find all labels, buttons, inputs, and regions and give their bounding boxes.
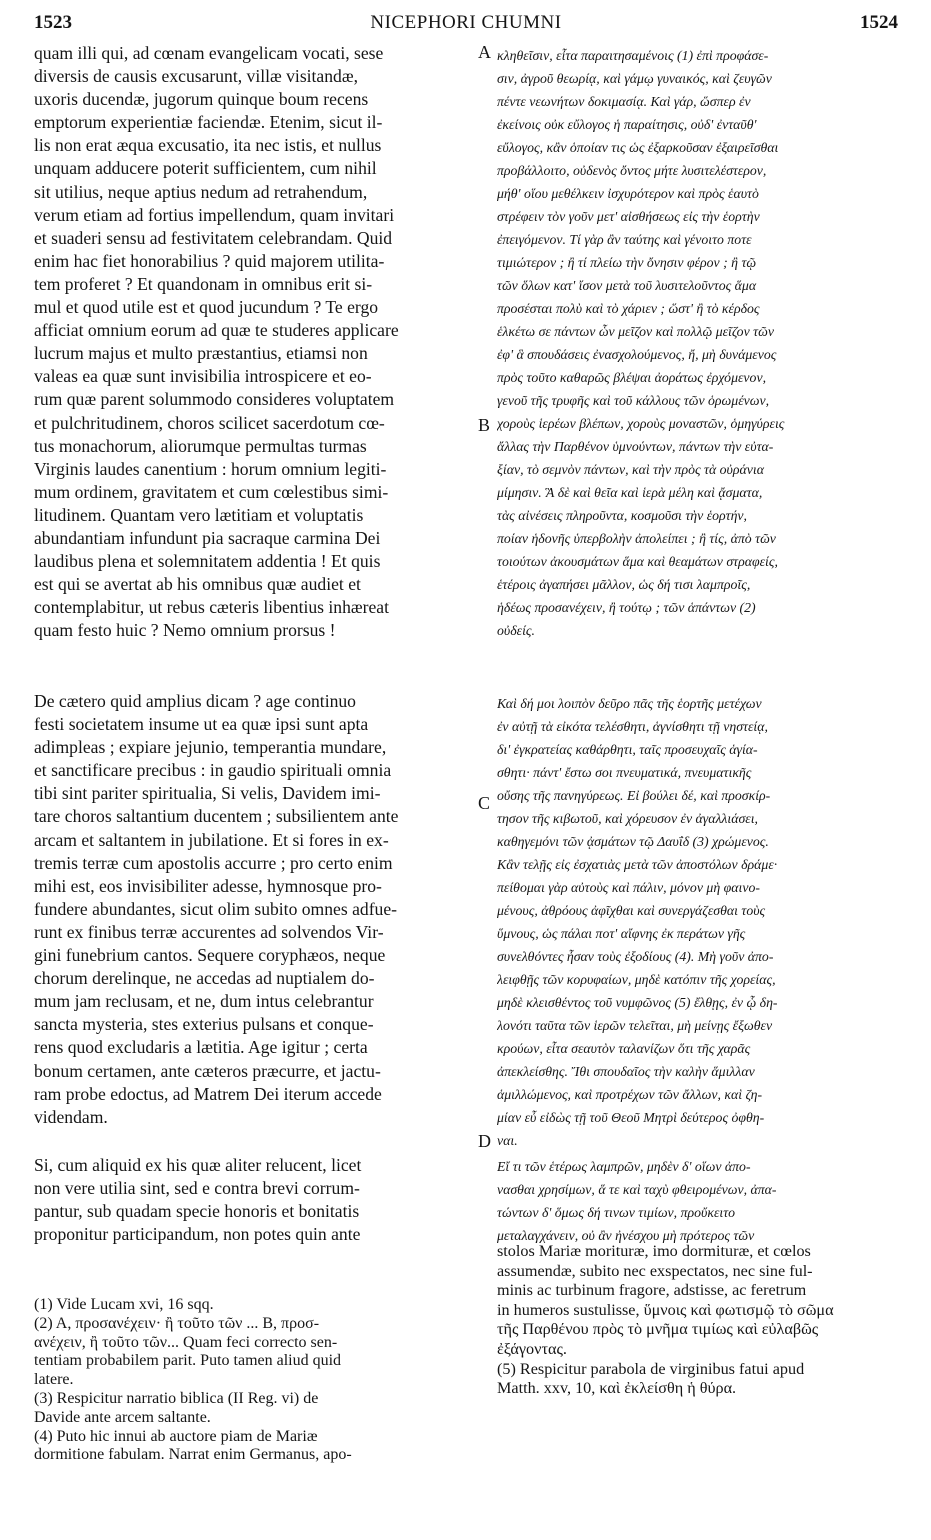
greek-text-line: Εἴ τι τῶν ἑτέρως λαμπρῶν, μηδὲν δ' οἵων ἀπο- — [497, 1159, 751, 1174]
footnote-line: (5) Respicitur parabola de virginibus fatui apud — [497, 1359, 805, 1378]
latin-text-line: proponitur participandum, non potes quin ante — [34, 1224, 361, 1245]
greek-text-line: μήθ' οἵου μεθέλκειν ἰσχυρότερον καὶ πρὸς ἑαυτὸ — [497, 186, 759, 201]
latin-text-line: lis non erat æqua excusatio, ita nec istis, et nullus — [34, 135, 382, 156]
greek-text-line: ἐφ' ἃ σπουδάσεις ἐνασχολούμενος, ἤ, μὴ δυνάμενος — [497, 347, 777, 362]
latin-text-line: mul et quod utile est et quod jucundum ? Te ergo — [34, 297, 379, 318]
greek-text-line: σιν, ἀγροῦ θεωρίᾳ, καὶ γάμῳ γυναικός, καὶ ζευγῶν — [497, 71, 772, 86]
footnote-line: latere. — [34, 1371, 74, 1389]
footnote-line: ανέχειν, ἢ τοῦτο τῶν... Quam feci correcto sen- — [34, 1333, 338, 1351]
greek-text-line: λειφθῇς τῶν κορυφαίων, μηδὲ κατόπιν τῆς χορείας, — [497, 972, 776, 987]
latin-text-line: unquam adducere poterit sufficientem, cum nihil — [34, 158, 377, 179]
greek-text-line: μεταλαγχάνειν, οὐ ἂν ἠνέσχου μὴ πρότερος τῶν — [497, 1228, 755, 1243]
greek-text-line: ὕμνους, ὡς πάλαι ποτ' αἴφνης ἐκ περάτων γῆς — [497, 926, 746, 941]
latin-text-line: fundere abundantes, sicut olim subito omnes adfue- — [34, 898, 398, 919]
latin-text-line: quam festo huic ? Nemo omnium prorsus ! — [34, 620, 336, 641]
greek-text-line: ἁμιλλώμενος, καὶ προτρέχων τῶν ἄλλων, καὶ ζη- — [497, 1087, 763, 1102]
greek-text-line: κληθεῖσιν, εἶτα παραιτησαμένοις (1) ἐπὶ προφάσε- — [497, 48, 769, 63]
footnote-line: in humeros sustulisse, ὕμνοις καὶ φωτισμῷ τὸ σῶμα — [497, 1300, 834, 1319]
greek-text-line: λονότι ταῦτα τῶν ἱερῶν τελεῖται, μὴ μείνῃς ἔξωθεν — [497, 1018, 773, 1033]
latin-text-line: afficiat omnium eorum ad quæ te studeres applicare — [34, 320, 399, 341]
greek-text-line: ἐν αὐτῇ τὰ εἰκότα τελέσθητι, ἁγνίσθητι τῇ νηστείᾳ, — [497, 719, 768, 734]
greek-text-line: τησον τῆς κιβωτοῦ, καὶ χόρευσον ἐν ἀγαλλιάσει, — [497, 811, 758, 826]
margin-letter-a: A — [478, 42, 491, 62]
margin-letter-b: B — [478, 415, 491, 435]
latin-text-line: ram probe edoctus, ad Matrem Dei iterum accede — [34, 1083, 382, 1104]
greek-text-line: δι' ἐγκρατείας καθάρθητι, ταῖς προσευχαῖς ἁγία- — [497, 742, 758, 757]
footnote-line: ἐξάγοντας. — [497, 1339, 567, 1358]
footnote-line: stolos Mariæ morituræ, imo dormituræ, et cœlos — [497, 1242, 811, 1260]
greek-text-line: μίμησιν. Ἃ δὲ καὶ θεῖα καὶ ἱερὰ μέλη καὶ ᾄσματα, — [497, 485, 763, 500]
greek-text-line: κρούων, εἶτα σεαυτὸν ταλανίζων ὅτι τῆς χαρᾶς — [497, 1041, 751, 1056]
footnote-line: Matth. xxv, 10, καὶ ἐκλείσθη ἡ θύρα. — [497, 1379, 737, 1398]
latin-text-line: tremis terræ cum apostolis accurre ; pro certo enim — [34, 852, 393, 873]
latin-text-line: Si, cum aliquid ex his quæ aliter relucent, licet — [34, 1155, 362, 1175]
latin-text-line: verum etiam ad fortius impellendum, quam invitari — [34, 204, 395, 225]
greek-text-line: ξίαν, τὸ σεμνὸν πάντων, καὶ τὴν πρὸς τὰ οὐράνια — [497, 462, 764, 477]
greek-text-line: γενοῦ τῆς τρυφῆς καὶ τοῦ κάλλους τῶν ὁρωμένων, — [497, 393, 770, 408]
greek-text-line: ναι. — [497, 1133, 518, 1148]
latin-text-line: adimpleas ; expiare jejunio, temperantia mundare, — [34, 737, 387, 758]
running-title: NICEPHORI CHUMNI — [370, 12, 562, 33]
margin-letter-c: C — [478, 793, 491, 813]
page-number-right: 1524 — [860, 12, 898, 33]
greek-paragraph-1 — [497, 44, 892, 642]
greek-paragraph-2 — [497, 692, 892, 1152]
latin-text-line: emptorum experientiæ faciendæ. Etenim, sicut il- — [34, 112, 383, 133]
greek-text-line: ἄλλας τὴν Παρθένον ὑμνούντων, πάντων τὴν εὐτα- — [497, 439, 774, 454]
latin-text-line: non vere utilia sint, sed e contra brevi corrum- — [34, 1178, 360, 1199]
latin-text-line: enim hac fiet honorabilius ? quid majorem utilita- — [34, 250, 385, 271]
latin-text-line: De cætero quid amplius dicam ? age continuo — [34, 691, 356, 711]
latin-text-line: abundantiam infundunt pia sacraque carmina Dei — [34, 527, 381, 548]
latin-text-line: tem proferet ? Et quandonam in omnibus erit si- — [34, 273, 373, 294]
latin-text-line: mum jam reclusam, et ne, dum intus celebrantur — [34, 991, 374, 1012]
greek-text-line: εὔλογος, κἂν ὁποίαν τις ὡς ἐξαρκοῦσαν ἐξαιρεῖσθαι — [497, 140, 779, 155]
latin-text-line: litudinem. Quantam vero lætitiam et voluptatis — [34, 504, 364, 525]
page-header — [34, 12, 898, 36]
footnotes-right — [497, 1242, 897, 1399]
latin-text-line: sancta mysteria, stes exterius pulsans et conque- — [34, 1014, 374, 1035]
greek-text-line: Κἂν τελῇς εἰς ἐσχατιὰς μετὰ τῶν ἀποστόλων δράμε· — [497, 857, 778, 872]
greek-text-line: πρὸς τοῦτο καθαρῶς βλέψαι ἀοράτως ἐρχόμενον, — [497, 370, 767, 385]
greek-text-line: οὐδείς. — [497, 623, 535, 638]
greek-text-line: τοιούτων ἀκουσμάτων ἅμα καὶ θεαμάτων στραφείς, — [497, 554, 778, 569]
latin-text-line: tare choros saltantium ducentem ; subsilientem ante — [34, 806, 399, 827]
greek-text-line: σθητι· πάντ' ἔστω σοι πνευματικά, πνευματικῆς — [497, 765, 752, 780]
latin-text-line: laudibus plena et solemnitatem addentia ! Et quis — [34, 551, 381, 572]
footnote-line: assumendæ, subito nec exspectatos, nec sine ful- — [497, 1261, 813, 1280]
latin-text-line: Virginis laudes canentium : horum omnium legiti- — [34, 458, 387, 479]
greek-text-line: ἡδέως προσανέχειν, ἢ τούτῳ ; τῶν ἁπάντων (2) — [497, 600, 756, 615]
greek-text-line: τιμιώτερον ; ἢ τί πλείω τὴν ὄνησιν φέρον ; ἢ τῷ — [497, 255, 757, 270]
greek-text-line: μένους, ἀθρόους ἀφῖχθαι καὶ συνεργάζεσθαι τοὺς — [497, 903, 766, 918]
greek-text-line: ποίαν ἡδονῆς ὑπερβολὴν ἀπολείπει ; ἢ τίς, ἀπὸ τῶν — [497, 531, 776, 546]
greek-text-line: προσέσται πολὺ καὶ τὸ χάριεν ; ὥστ' ἢ τὸ κέρδος — [497, 301, 760, 316]
latin-text-line: runt ex finibus terræ accurentes ad solvendos Vir- — [34, 921, 384, 942]
latin-text-line: rum quæ parent solummodo consideres voluptatem — [34, 389, 395, 410]
greek-text-line: τώντων δ' ὅμως δή τινων τιμίων, προὔκειτο — [497, 1205, 736, 1220]
latin-text-line: et suaderi sensu ad festivitatem celebrandam. Quid — [34, 227, 393, 248]
greek-paragraph-3 — [497, 1155, 892, 1247]
greek-text-line: ἑτέροις ἀγαπήσει μᾶλλον, ὡς δή τισι λαμπροῖς, — [497, 577, 751, 592]
latin-text-line: festi societatem insume ut ea quæ ipsi sunt apta — [34, 714, 369, 735]
latin-text-line: diversis de causis excusarunt, villæ visitandæ, — [34, 66, 358, 87]
footnote-line: tentiam probabilem parit. Puto tamen aliud quid — [34, 1352, 342, 1370]
latin-text-line: tibi sint pariter spiritualia, Si velis, Davidem imi- — [34, 783, 381, 804]
latin-text-line: tus monachorum, aliorumque permultas turmas — [34, 435, 367, 456]
greek-text-line: στρέφειν τὸν γοῦν μετ' αἰσθήσεως εἰς τὴν ἑορτὴν — [497, 209, 760, 224]
margin-letter-d: D — [478, 1131, 491, 1151]
greek-text-line: προβάλλοιτο, οὐδενὸς ὄντος μήτε λυσιτελέστερον, — [497, 163, 767, 178]
greek-text-line: μηδὲ κλεισθέντος τοῦ νυμφῶνος (5) ἔλθῃς, ἐν ᾧ δη- — [497, 995, 778, 1010]
greek-text-line: νασθαι χρησίμων, ἅ τε καὶ ταχὺ φθειρομένων, ἀπα- — [497, 1182, 777, 1197]
latin-text-line: rens quod excludaris a lætitia. Age igitur ; certa — [34, 1037, 368, 1058]
latin-text-line: valeas ea quæ sunt invisibilia introspicere et eo- — [34, 366, 372, 387]
latin-text-line: chorum derelinque, ne accedas ad nuptialem do- — [34, 968, 375, 989]
greek-text-line: πέντε νεωνήτων δοκιμασίᾳ. Καὶ γάρ, ὥσπερ ἐν — [497, 94, 751, 109]
greek-text-line: ἀπεκλείσθης. Ἴθι σπουδαῖος τὴν καλὴν ἅμιλλαν — [497, 1064, 755, 1079]
greek-text-line: μίαν εὖ εἰδὼς τῇ τοῦ Θεοῦ Μητρὶ δεύτερος ὀφθη- — [497, 1110, 765, 1125]
latin-text-line: sit utilius, neque aptius nedum ad retrahendum, — [34, 181, 368, 202]
greek-text-line: ἐπειγόμενον. Τί γὰρ ἂν ταύτης καὶ γένοιτο ποτε — [497, 232, 752, 247]
latin-text-line: lucrum majus et multo præstantius, etiamsi non — [34, 343, 368, 364]
latin-text-line: quam illi qui, ad cœnam evangelicam vocati, sese — [34, 43, 384, 63]
latin-text-line: mihi est, eos invisibiliter adesse, hymnosque pro- — [34, 875, 382, 896]
greek-text-line: τῶν ὅλων κατ' ἴσον μετὰ τοῦ λυσιτελοῦντος ἅμα — [497, 278, 757, 293]
latin-paragraph-2 — [34, 690, 470, 1129]
latin-text-line: et sanctificare precibus : in gaudio spirituali omnia — [34, 760, 392, 781]
latin-text-line: videndam. — [34, 1106, 108, 1127]
footnote-line: τῆς Παρθένου πρὸς τὸ μνῆμα τιμίως καὶ εὐλαβῶς — [497, 1320, 819, 1339]
footnote-line: dormitione fabulam. Narrat enim Germanus, apo- — [34, 1446, 352, 1464]
latin-text-line: contemplabitur, ut rebus cæteris libentius inhæreat — [34, 597, 390, 618]
latin-text-line: gini funebrium cantos. Sequere coryphæos, neque — [34, 945, 386, 966]
latin-text-line: est qui se avertat ab his omnibus quæ audiet et — [34, 574, 361, 595]
greek-text-line: τὰς αἰνέσεις πληροῦντα, κοσμοῦσι τὴν ἑορτήν, — [497, 508, 748, 523]
greek-text-line: ἐκείνοις οὐκ εὔλογος ἡ παραίτησις, οὐδ' ἐνταῦθ' — [497, 117, 757, 132]
latin-text-line: mum ordinem, gravitatem et cum cœlestibus simi- — [34, 481, 389, 502]
footnotes-left — [34, 1296, 470, 1465]
greek-text-line: οὔσης τῆς πανηγύρεως. Εἰ βούλει δέ, καὶ προσκίρ- — [497, 788, 771, 803]
footnote-line: Davide ante arcem saltante. — [34, 1408, 211, 1426]
greek-text-line: Καὶ δή μοι λοιπὸν δεῦρο πᾶς τῆς ἑορτῆς μετέχων — [497, 696, 762, 711]
latin-text-line: bonum certamen, ante cæteros præcurre, et jactu- — [34, 1060, 381, 1081]
greek-text-line: συνελθόντες ἦσαν τοὺς ἐξοδίους (4). Μὴ γοῦν ἀπο- — [497, 949, 774, 964]
latin-text-line: et pulchritudinem, choros scilicet sacerdotum cœ- — [34, 412, 385, 433]
latin-text-line: pantur, sub quadam specie honoris et bonitatis — [34, 1201, 360, 1222]
page-number-left: 1523 — [34, 12, 72, 33]
footnote-line: (2) A, προσανέχειν· ἢ τοῦτο τῶν ... B, προσ- — [34, 1314, 320, 1332]
greek-text-line: καθηγεμόνι τῶν ᾀσμάτων τῷ Δαυΐδ (3) χρώμενος. — [497, 834, 769, 849]
footnote-line: minis ac turbinum fragore, adstisse, ac feretrum — [497, 1281, 807, 1300]
latin-paragraph-1 — [34, 42, 470, 642]
latin-text-line: uxoris ducendæ, jugorum quinque boum recens — [34, 89, 369, 110]
latin-text-line: arcam et saltantem in jubilatione. Et si fores in ex- — [34, 829, 389, 850]
latin-paragraph-3 — [34, 1154, 470, 1246]
greek-text-line: πείθομαι γὰρ αὐτοὺς καὶ πάλιν, μόνον μὴ φαινο- — [497, 880, 760, 895]
greek-text-line: ἑλκέτω σε πάντων ὧν μεῖζον καὶ πολλῷ μεῖζον τῶν — [497, 324, 774, 339]
greek-text-line: χοροὺς ἱερέων βλέπων, χοροὺς μοναστῶν, ὁμηγύρεις — [497, 416, 785, 431]
footnote-line: (1) Vide Lucam xvi, 16 sqq. — [34, 1296, 214, 1313]
footnote-line: (3) Respicitur narratio biblica (II Reg. vi) de — [34, 1389, 319, 1407]
footnote-line: (4) Puto hic innui ab auctore piam de Mariæ — [34, 1427, 318, 1445]
